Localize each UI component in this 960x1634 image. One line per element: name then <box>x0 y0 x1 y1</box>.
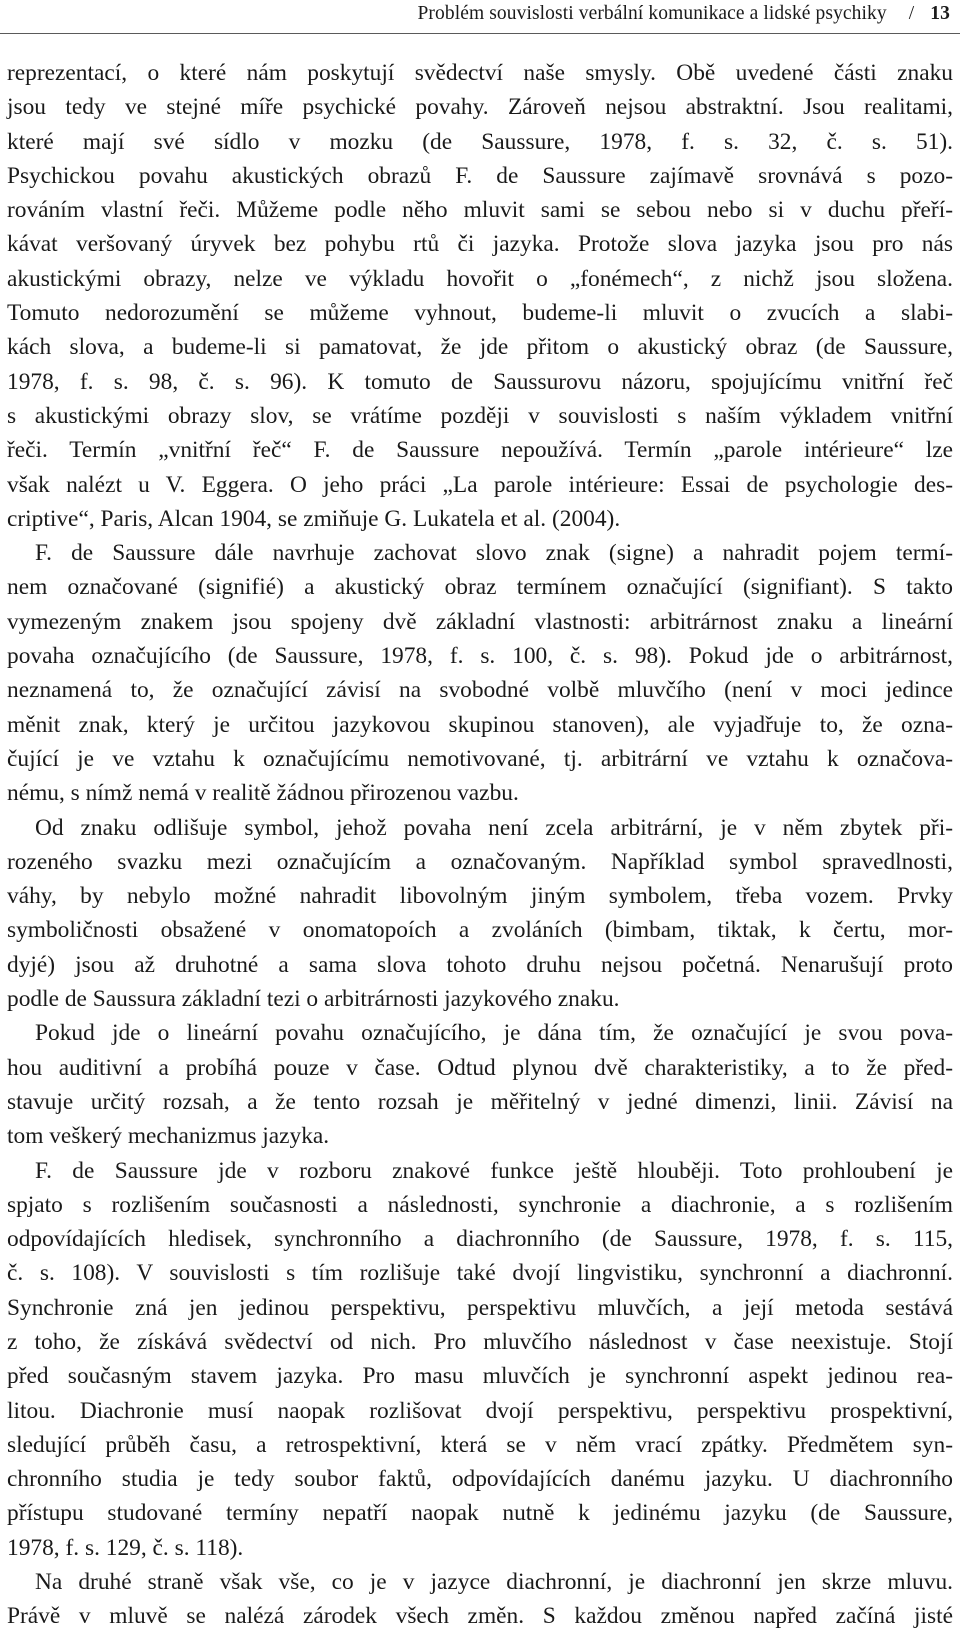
text-line: kávat veršovaný úryvek bez pohybu rtů či jazyka. Protože slova jazyka jsou pro nás <box>7 231 953 258</box>
text-line: stavuje určitý rozsah, a že tento rozsah je měřitelný v jedné dimenzi, linii. Závisí na <box>7 1088 953 1115</box>
text-line: criptive“, Paris, Alcan 1904, se zmiňuje G. Lukatela et al. (2004). <box>7 505 621 532</box>
text-line: Tomuto nedorozumění se můžeme vyhnout, budeme-li mluvit o zvucích a slabi- <box>7 300 953 327</box>
paragraph <box>7 1016 953 1153</box>
text-line: Na druhé straně však vše, co je v jazyce diachronní, je diachronní jen skrze mluvu. <box>35 1569 953 1596</box>
text-line: nému, s nímž nemá v realitě žádnou přirozenou vazbu. <box>7 780 519 807</box>
body-text <box>7 56 953 1634</box>
text-line: vymezeným znakem jsou spojeny dvě základní vlastnosti: arbitrárnost znaku a lineární <box>7 608 953 635</box>
running-header <box>417 1 950 27</box>
text-line: rováním vlastní řeči. Můžeme podle něho mluvit sami se sebou nebo si v duchu přeří- <box>7 197 953 224</box>
text-line: 1978, f. s. 98, č. s. 96). K tomuto de Saussurovu názoru, spojujícímu vnitřní řeč <box>7 368 953 395</box>
text-line: akustickými obrazy, nelze ve výkladu hovořit o „fonémech“, z nichž jsou složena. <box>7 265 953 292</box>
paragraph <box>7 1154 953 1566</box>
text-line: Pokud jde o lineární povahu označujícího, je dána tím, že označující je svou pova- <box>35 1020 953 1047</box>
header-separator: / <box>908 3 915 24</box>
paragraph <box>7 811 953 1017</box>
text-line: neznamená to, že označující závisí na svobodné volbě mluvčího (není v moci jedince <box>7 677 953 704</box>
text-line: Od znaku odlišuje symbol, jehož povaha není zcela arbitrární, je v něm zbytek při- <box>35 814 953 841</box>
header-rule <box>0 33 960 34</box>
text-line: jsou tedy ve stejné míře psychické povahy. Zároveň nejsou abstraktní. Jsou realitami, <box>7 94 953 121</box>
text-line: z toho, že získává svědectví od nich. Pro mluvčího následnost v čase neexistuje. Stojí <box>7 1328 953 1355</box>
text-line: spjato s rozlišením současnosti a následnosti, synchronie a diachronie, a s rozlišením <box>7 1191 953 1218</box>
page-number: 13 <box>930 3 950 24</box>
text-line: sledující průběh času, a retrospektivní, která se v něm vrací zpátky. Předmětem syn- <box>7 1431 953 1458</box>
text-line: odpovídajících hledisek, synchronního a diachronního (de Saussure, 1978, f. s. 115, <box>7 1226 953 1253</box>
text-line: rozeného svazku mezi označujícím a označovaným. Například symbol spravedlnosti, <box>7 848 953 875</box>
text-line: povaha označujícího (de Saussure, 1978, f. s. 100, č. s. 98). Pokud jde o arbitrárnost, <box>7 643 953 670</box>
text-line: před současným stavem jazyka. Pro masu mluvčích je synchronní aspekt jedinou rea- <box>7 1363 953 1390</box>
text-line: 1978, f. s. 129, č. s. 118). <box>7 1534 244 1561</box>
text-line: které mají své sídlo v mozku (de Saussure, 1978, f. s. 32, č. s. 51). <box>7 128 953 155</box>
text-line: nem označované (signifié) a akustický obraz termínem označující (signifiant). S takto <box>7 574 953 601</box>
paragraph <box>7 56 953 536</box>
text-line: symboličnosti obsažené v onomatopoích a zvoláních (bimbam, tiktak, k čertu, mor- <box>7 917 953 944</box>
text-line: F. de Saussure dále navrhuje zachovat slovo znak (signe) a nahradit pojem termí- <box>35 540 953 567</box>
text-line: měnit znak, který je určitou jazykovou skupinou stanoven), ale vyjadřuje to, že ozna- <box>7 711 953 738</box>
text-line: tom veškerý mechanizmus jazyka. <box>7 1123 330 1150</box>
text-line: kách slova, a budeme-li si pamatovat, že jde přitom o akustický obraz (de Saussure, <box>7 334 953 361</box>
text-line: však nalézt u V. Eggera. O jeho práci „La parole intérieure: Essai de psychologie des- <box>7 471 953 498</box>
paragraph <box>7 536 953 810</box>
text-line: litou. Diachronie musí naopak rozlišovat dvojí perspektivu, perspektivu prospektivní, <box>7 1397 953 1424</box>
text-line: Právě v mluvě se nalézá zárodek všech změn. S každou změnou napřed začíná jisté <box>7 1603 953 1630</box>
paragraph <box>7 1565 953 1634</box>
text-line: hou auditivní a probíhá pouze v čase. Odtud plynou dvě charakteristiky, a to že před- <box>7 1054 953 1081</box>
text-line: čující je ve vztahu k označujícímu nemotivované, tj. arbitrární ve vztahu k označova- <box>7 745 953 772</box>
text-line: podle de Saussura základní tezi o arbitrárnosti jazykového znaku. <box>7 986 620 1013</box>
text-line: Synchronie zná jen jedinou perspektivu, perspektivu mluvčích, a její metoda sestává <box>7 1294 953 1321</box>
text-line: č. s. 108). V souvislosti s tím rozlišuje také dvojí lingvistiku, synchronní a diachronní. <box>7 1260 953 1287</box>
text-line: přístupu studované termíny nepatří naopak nutně k jedinému jazyku (de Saussure, <box>7 1500 953 1527</box>
text-line: chronního studia je tedy soubor faktů, odpovídajících danému jazyku. U diachronního <box>7 1466 953 1493</box>
text-line: Psychickou povahu akustických obrazů F. de Saussure zajímavě srovnává s pozo- <box>7 162 953 189</box>
text-line: s akustickými obrazy slov, se vrátíme později v souvislosti s naším výkladem vnitřní <box>7 402 953 429</box>
running-title: Problém souvislosti verbální komunikace a lidské psychiky <box>417 3 887 24</box>
text-line: dyjé) jsou až druhotné a sama slova tohoto druhu nejsou početná. Nenarušují proto <box>7 951 953 978</box>
text-line: váhy, by nebylo možné nahradit libovolným jiným symbolem, třeba vozem. Prvky <box>7 883 953 910</box>
text-line: řeči. Termín „vnitřní řeč“ F. de Saussure nepoužívá. Termín „parole intérieure“ lze <box>7 437 953 464</box>
text-line: F. de Saussure jde v rozboru znakové funkce ještě hlouběji. Toto prohloubení je <box>35 1157 953 1184</box>
text-line: reprezentací, o které nám poskytují svědectví naše smysly. Obě uvedené části znaku <box>7 60 953 86</box>
